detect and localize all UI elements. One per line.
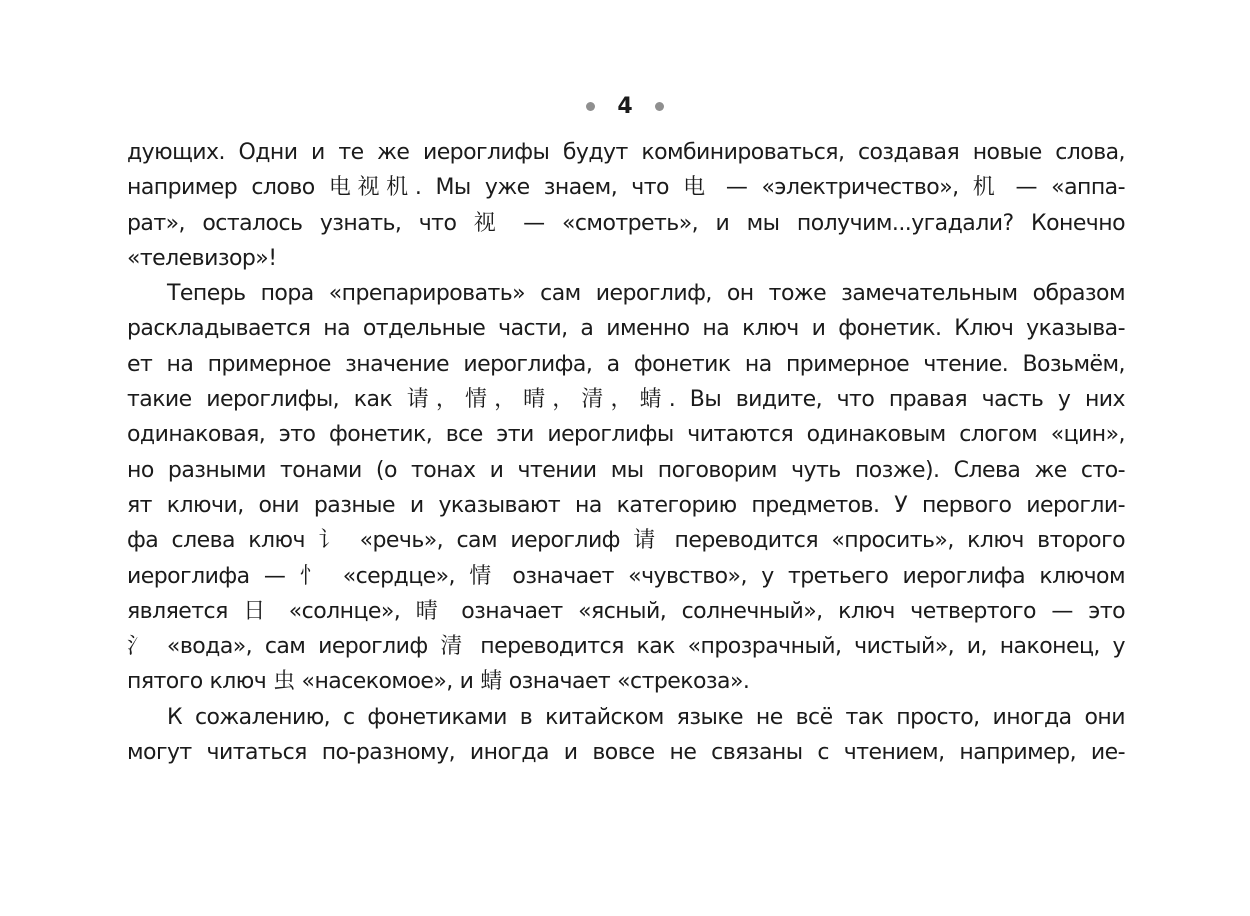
text-line: дующих. Одни и те же иероглифы будут комбинироваться, создавая новые слова, xyxy=(127,140,1125,165)
page-header xyxy=(0,86,1250,126)
text-line: иероглифа — 忄 «сердце», 情 означает «чувство», у третьего иероглифа ключом xyxy=(127,563,1125,589)
text-line: ет на примерное значение иероглифа, а фонетик на примерное чтение. Возьмём, xyxy=(127,351,1125,377)
text-line: «телевизор»! xyxy=(127,245,277,271)
text-line: 氵 «вода», сам иероглиф 清 переводится как «прозрачный, чистый», и, наконец, у xyxy=(127,634,1125,660)
right-ornament-dot xyxy=(655,102,664,111)
text-line: раскладывается на отдельные части, а именно на ключ и фонетик. Ключ указыва- xyxy=(127,316,1125,342)
paragraph-first-line: Теперь пора «препарировать» сам иероглиф, он тоже замечательным образом xyxy=(167,281,1125,307)
page-number: 4 xyxy=(617,93,633,119)
left-ornament-dot xyxy=(586,102,595,111)
text-line: могут читаться по-разному, иногда и вовсе не связаны с чтением, например, ие- xyxy=(127,740,1125,766)
text-line: является 日 «солнце», 晴 означает «ясный, солнечный», ключ четвертого — это xyxy=(127,598,1125,624)
text-line: например слово 电视机. Мы уже знаем, что 电 — «электричество», 机 — «аппа- xyxy=(127,175,1125,201)
text-line: ят ключи, они разные и указывают на категорию предметов. У первого иерогли- xyxy=(127,492,1125,518)
text-line: фа слева ключ 讠 «речь», сам иероглиф 请 переводится «просить», ключ второго xyxy=(127,528,1125,554)
text-line: пятого ключ 虫 «насекомое», и 蜻 означает «стрекоза». xyxy=(127,669,750,695)
paragraph-first-line: К сожалению, с фонетиками в китайском языке не всё так просто, иногда они xyxy=(167,704,1125,730)
body-text xyxy=(127,135,1125,770)
text-line: такие иероглифы, как 请，情，晴，清，蜻. Вы видите, что правая часть у них xyxy=(127,387,1125,413)
text-line: рат», осталось узнать, что 视 — «смотреть», и мы получим...угадали? Конечно xyxy=(127,210,1125,236)
text-line: но разными тонами (о тонах и чтении мы поговорим чуть позже). Слева же сто- xyxy=(127,457,1125,483)
text-line: одинаковая, это фонетик, все эти иероглифы читаются одинаковым слогом «цин», xyxy=(127,422,1125,448)
